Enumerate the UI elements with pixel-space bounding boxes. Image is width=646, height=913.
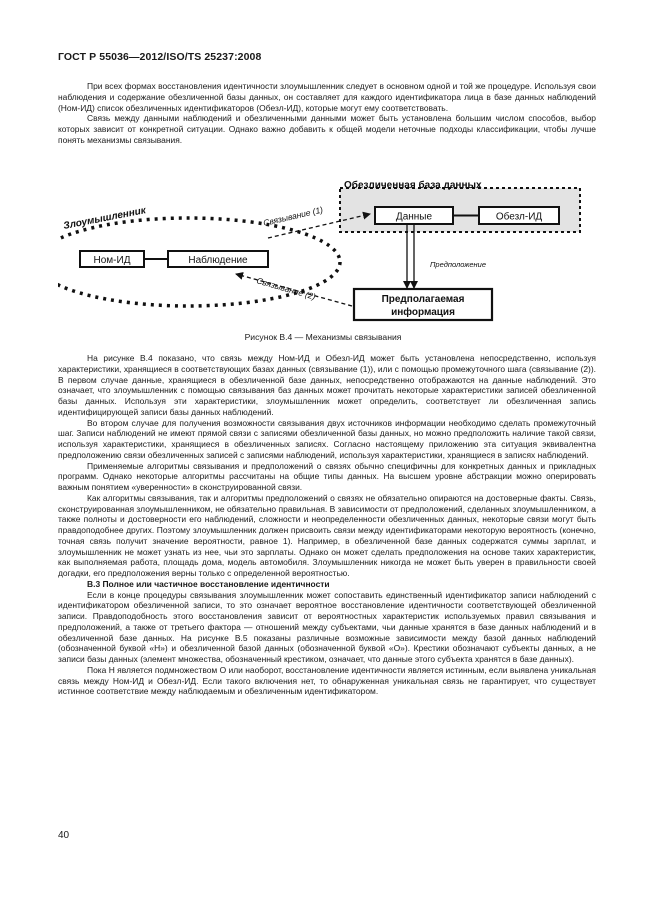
document-header: ГОСТ Р 55036—2012/ISO/TS 25237:2008 xyxy=(58,51,262,63)
anonymized-db-title: Обезличенная база данных xyxy=(344,180,482,191)
assumption-label: Предположение xyxy=(430,260,487,269)
paragraph: Если в конце процедуры связывания злоумышленник может сопоставить единственный идентификатор записи наблюдений с идентификатором обезличенной записи, то это означает вероятное восстановление идентичности соответствующей обезличенной записи. Правдоподобность этого восстановления зависит от вероятностных характеристик используемых правил связывания и предположений, а также от третьего фактора — отношений между субъектами, чьи данные хранятся в базе данных наблюдений и в обезличенной базе данных. На рисунке В.5 показаны различные возможные зависимости между базой данных наблюдений (обозначенной буквой «Н») и обезличенной базой данных (обозначенной буквой «О»). Крестики обозначают субъекты данных, а не записи базы данных (элемент множества, обозначенный крестиком, означает, что данные этого субъекта хранятся в базе данных). xyxy=(58,589,596,664)
figure-linking-mechanisms xyxy=(58,174,598,324)
paragraph: На рисунке В.4 показано, что связь между Ном-ИД и Обезл-ИД может быть установлена непосредственно, используя характеристики, хранящиеся в соответствующих базах данных (связывание (1)), или с помощью промежуточного шага (связывание (2)). В первом случае данные, хранящиеся в обезличенной базе данных, непосредственно отображаются на данные наблюдений. Это означает, что злоумышленник с помощью связывания баз данных может прочитать некоторые характеристики записей обезличенной базы данных. Используя эти характеристики, злоумышленник может определить, соответствует ли обезличенная запись идентифицирующей записи базы данных наблюдений. xyxy=(58,353,596,417)
figure-caption: Рисунок В.4 — Механизмы связывания xyxy=(244,332,402,342)
diagram xyxy=(58,174,598,324)
db-data-label: Данные xyxy=(395,211,433,223)
paragraph: Применяемые алгоритмы связывания и предположений о связях обычно специфичны для конкретных данных и прикладных программ. Однако некоторые алгоритмы рассчитаны на общие типы данных. На высшем уровне абстракции можно оперировать важным понятием «уверенности» в сконструированной связи. xyxy=(58,460,596,492)
link2-label: Связывание (2) xyxy=(255,275,317,302)
paragraph: Во втором случае для получения возможности связывания двух источников информации необходимо сделать промежуточный шаг. Записи наблюдений не имеют прямой связи с записями обезличенной базы данных, но можно предположить наличие такой связи, используя характеристики, хранящиеся в обезличенных записях. Согласно настоящему приложению эта ситуация эквивалентна предположению связи обезличенных записей с записями наблюдений, используя характеристики, хранящиеся в записях наблюдений. xyxy=(58,417,596,460)
link1-label: Связывание (1) xyxy=(262,204,324,228)
db-id-label: Обезл-ИД xyxy=(495,211,543,223)
paragraph: Как алгоритмы связывания, так и алгоритмы предположений о связях не обязательно опираются на достоверные факты. Связь, сконструированная злоумышленником, не обязательно правильная. В зависимости от предположений, сделанных злоумышленником, а также полноты и достоверности его наблюдений, сложности и неопределенности обезличенных данных, некоторые связи могут быть правдоподобнее других. Поэтому злоумышленник должен присвоить связи между идентификаторами некоторую вероятность (конечно, точная связь получит значение вероятности, равное 1). Например, в обезличенной базе данных содержатся суммы зарплат, и злоумышленник не может узнать из нее, чьи это зарплаты. Однако он может сделать предположения на основе таких характеристик, как выполняемая работа, площадь дома, модель автомобиля. Злоумышленник никогда не может быть уверен в правильности своей догадки, его предположения верны только с определенной вероятностью. xyxy=(58,492,596,578)
paragraph: Пока Н является подмножеством О или наоборот, восстановление идентичности является истинным, если выявлена уникальная связь между Ном-ИД и Обезл-ИД. Если такого включения нет, то обнаруженная уникальная связь не гарантирует, что существует истинное соответствие между наблюдаемым и обезличенным идентификатором. xyxy=(58,664,596,697)
observation-label: Наблюдение xyxy=(188,255,248,266)
attacker-label: Злоумышленник xyxy=(62,205,147,232)
presumed-info-line2: информация xyxy=(391,307,455,318)
body-text xyxy=(58,353,596,697)
intro-text xyxy=(58,81,596,146)
presumed-info-line1: Предполагаемая xyxy=(381,294,465,305)
paragraph: При всех формах восстановления идентичности злоумышленник следует в основном одной и той же процедуре. Используя свои наблюдения и содержание обезличенной базы данных, он составляет для каждого идентификатора лица в базе данных наблюдений (Ном-ИД) список обезличенных идентификаторов (Обезл-ИД), которые могут ему соответствовать. xyxy=(58,81,596,113)
nom-id-label: Ном-ИД xyxy=(93,255,131,266)
page-number: 40 xyxy=(58,830,70,841)
section-heading: В.3 Полное или частичное восстановление идентичности xyxy=(87,578,330,589)
paragraph: Связь между данными наблюдений и обезличенными данными может быть установлена большим числом способов, выбор которых зависит от конкретной ситуации. Однако важно добавить к общей модели неточные подходы классификации, чтобы лучше понять механизмы связывания. xyxy=(58,113,596,145)
